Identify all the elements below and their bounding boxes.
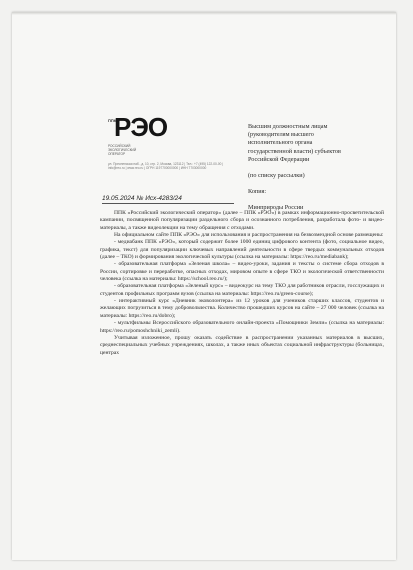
logo-mark-text: РЭО: [114, 112, 168, 142]
org-contact-info: ул. Пресненская наб., д. 10, стр. 2, Москва, 123112 | Тел.: +7 (495) 122-00-00 | info@reo.ru | www.reo.ru | ОГРН 1197700000000 | ИНН 7703000000: [108, 162, 224, 170]
letter-body: [100, 210, 384, 357]
copy-label: Копия:: [248, 188, 267, 196]
addressee-line: (руководителям высшего: [248, 131, 314, 139]
logo-tagline: РОССИЙСКИЙ ЭКОЛОГИЧЕСКИЙ ОПЕРАТОР: [108, 144, 137, 156]
outgoing-date-number: [102, 195, 182, 202]
addressee-line: Высшим должностным лицам: [248, 123, 328, 130]
addressee-line: государственной власти) субъектов: [248, 147, 341, 155]
distribution-note: (по списку рассылки): [248, 172, 305, 180]
addressee-line: исполнительного органа: [248, 139, 313, 147]
addressee-line: Российской Федерации: [248, 155, 310, 163]
outgoing-number: Исх-4283/24: [145, 195, 182, 202]
body-paragraph: - интерактивный курс «Дневник эковолонтера» из 12 уроков для учеников старших классов, студентов и желающих погрузиться в тему добровольчества. Количество прошедших курсов на сайте – 27 000 человек (ссылка на материалы: https://reo.ru/dobro);: [100, 298, 384, 319]
outgoing-no-label: №: [136, 195, 144, 202]
reo-logo: [108, 112, 178, 162]
logo-ppk-text: ППК: [108, 118, 117, 123]
body-paragraph: Учитывая изложенное, прошу оказать содействие в распространении указанных материалов в высших, среднеспециальных учебных учреждениях, школах, а также иных объектах социальной инфраструктуры (больницах, центрах: [100, 334, 384, 356]
addressee-block: [248, 123, 380, 213]
date-underline: [102, 203, 234, 204]
scanned-letter-page: [12, 12, 396, 560]
body-paragraph: - мультфильмы Всероссийского образовательного онлайн-проекта «Помощники Земли» (ссылка на материалы: https://reo.ru/pomoshchniki_zemli).: [100, 320, 384, 334]
body-paragraph: - образовательная платформа «Зеленый курс» – видеокурс на тему ТКО для работников отрасли, госслужащих и студентов профильных программ вузов (ссылка на материалы: https://reo.ru/green-course);: [100, 283, 384, 297]
scan-shadow: [12, 12, 396, 15]
outgoing-date: 19.05.2024: [102, 195, 135, 202]
body-paragraph: - медиабанк ППК «РЭО», который содержит более 1000 единиц цифрового контента (фото, социальное видео, графика, текст) для популяризации ключевых направлений деятельности в сфере твердых коммунальных отходов (далее – ТКО) и формирования экологической культуры (ссылка на материалы: https://reo.ru/mediabank);: [100, 239, 384, 261]
body-paragraph: ППК «Российский экологический оператор» (далее – ППК «РЭО») в рамках информационно-просветительской кампании, посвященной популяризации раздельного сбора и осознанного потребления, разработала фото- и видео-материалы, а также видеолекции на тему обращения с отходами.: [100, 210, 384, 231]
body-paragraph: - образовательная платформа «Зеленая школа» – видео-уроки, задания и тексты о системе сбора отходов в России, сортировке и переработке, опасных отходах, мировом опыте в сфере ТКО и экологической ответственности человека (ссылка на материалы: https://school.reo.ru/);: [100, 261, 384, 283]
copy-recipient: Минприроды России: [248, 204, 304, 212]
body-paragraph: На официальном сайте ППК «РЭО» для использования и распространения на безвозмездной основе размещены:: [114, 232, 384, 239]
